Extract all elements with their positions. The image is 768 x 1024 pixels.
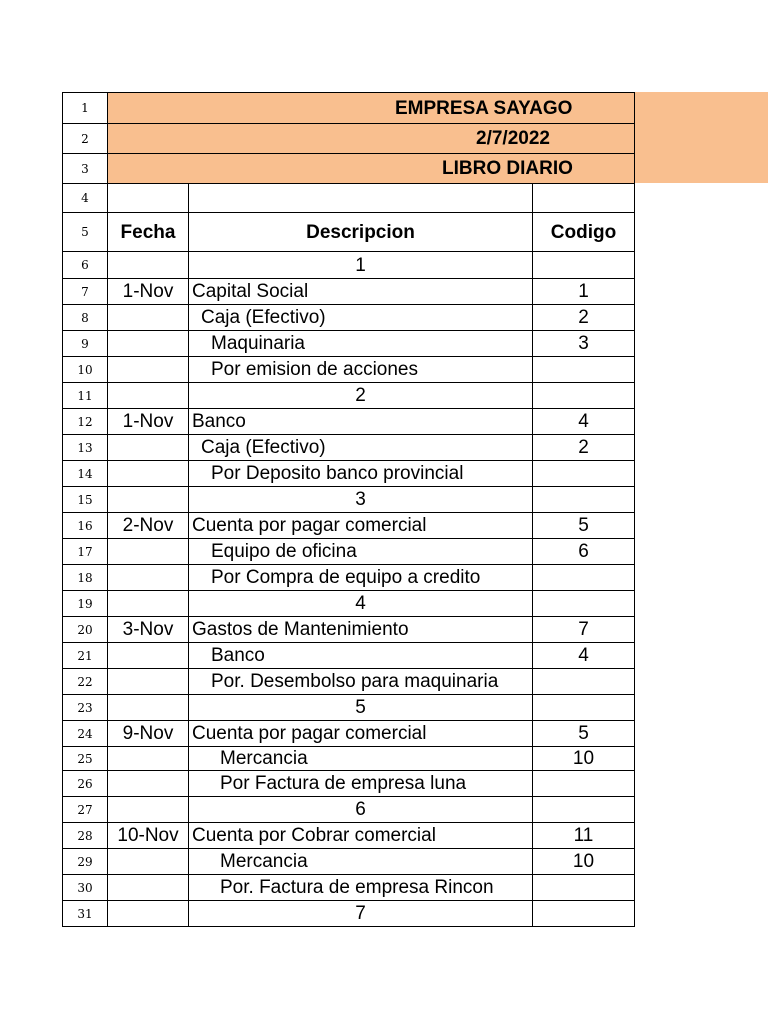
codigo-cell	[533, 901, 635, 927]
row-number: 10	[63, 357, 108, 383]
codigo-cell: 4	[533, 643, 635, 669]
fecha-cell	[108, 875, 189, 901]
descripcion-cell: Equipo de oficina	[189, 539, 533, 565]
entry-number-row	[63, 797, 635, 823]
row-number: 21	[63, 643, 108, 669]
entry-number-cell: 1	[189, 252, 533, 279]
descripcion-cell: Gastos de Mantenimiento	[189, 617, 533, 643]
codigo-cell	[533, 591, 635, 617]
fecha-cell	[108, 461, 189, 487]
fecha-cell	[108, 669, 189, 695]
codigo-cell: 10	[533, 849, 635, 875]
codigo-cell: 10	[533, 747, 635, 771]
codigo-cell: 2	[533, 435, 635, 461]
fecha-cell	[108, 487, 189, 513]
row-number: 23	[63, 695, 108, 721]
journal-row	[63, 747, 635, 771]
row-number: 20	[63, 617, 108, 643]
codigo-cell	[533, 357, 635, 383]
row-number: 14	[63, 461, 108, 487]
entry-number-row	[63, 901, 635, 927]
journal-row	[63, 643, 635, 669]
fecha-cell	[108, 305, 189, 331]
book-title: LIBRO DIARIO	[442, 158, 573, 179]
row-number: 5	[63, 213, 108, 252]
fecha-cell	[108, 539, 189, 565]
descripcion-cell: Por. Factura de empresa Rincon	[189, 875, 533, 901]
codigo-cell: 5	[533, 513, 635, 539]
fecha-cell: 2-Nov	[108, 513, 189, 539]
codigo-cell: 3	[533, 331, 635, 357]
journal-row	[63, 435, 635, 461]
descripcion-cell: Maquinaria	[189, 331, 533, 357]
journal-row	[63, 539, 635, 565]
codigo-cell	[533, 461, 635, 487]
header-row-book	[63, 154, 635, 184]
header-date: 2/7/2022	[476, 128, 550, 149]
fecha-cell	[108, 565, 189, 591]
descripcion-cell: Cuenta por Cobrar comercial	[189, 823, 533, 849]
descripcion-cell: Por Factura de empresa luna	[189, 771, 533, 797]
column-header-codigo: Codigo	[533, 213, 635, 252]
descripcion-cell: Por emision de acciones	[189, 357, 533, 383]
row-number: 19	[63, 591, 108, 617]
fecha-cell	[108, 357, 189, 383]
entry-number-row	[63, 383, 635, 409]
journal-table	[62, 92, 635, 927]
fecha-cell	[108, 435, 189, 461]
entry-number-cell: 4	[189, 591, 533, 617]
descripcion-cell: Caja (Efectivo)	[189, 435, 533, 461]
descripcion-cell: Banco	[189, 643, 533, 669]
row-number: 17	[63, 539, 108, 565]
row-number: 8	[63, 305, 108, 331]
row-number: 16	[63, 513, 108, 539]
header-fill-overflow	[634, 92, 768, 183]
descripcion-cell: Capital Social	[189, 279, 533, 305]
journal-row	[63, 331, 635, 357]
descripcion-cell: Banco	[189, 409, 533, 435]
journal-row	[63, 721, 635, 747]
fecha-cell	[108, 591, 189, 617]
codigo-cell: 7	[533, 617, 635, 643]
fecha-cell	[108, 849, 189, 875]
entry-number-row	[63, 487, 635, 513]
fecha-cell	[108, 383, 189, 409]
codigo-cell: 4	[533, 409, 635, 435]
descripcion-cell: Cuenta por pagar comercial	[189, 721, 533, 747]
row-number: 9	[63, 331, 108, 357]
descripcion-cell: Caja (Efectivo)	[189, 305, 533, 331]
row-number: 7	[63, 279, 108, 305]
journal-row	[63, 617, 635, 643]
descripcion-cell: Por Deposito banco provincial	[189, 461, 533, 487]
codigo-cell	[533, 487, 635, 513]
entry-number-cell: 6	[189, 797, 533, 823]
codigo-cell	[533, 252, 635, 279]
row-number: 24	[63, 721, 108, 747]
entry-number-cell: 2	[189, 383, 533, 409]
journal-row	[63, 565, 635, 591]
fecha-cell: 1-Nov	[108, 409, 189, 435]
row-number: 6	[63, 252, 108, 279]
fecha-cell	[108, 747, 189, 771]
codigo-cell: 2	[533, 305, 635, 331]
column-header-fecha: Fecha	[108, 213, 189, 252]
fecha-cell	[108, 331, 189, 357]
journal-row	[63, 513, 635, 539]
journal-row	[63, 669, 635, 695]
empty-row	[63, 184, 635, 213]
descripcion-cell: Mercancia	[189, 747, 533, 771]
fecha-cell	[108, 695, 189, 721]
fecha-cell: 10-Nov	[108, 823, 189, 849]
journal-row	[63, 409, 635, 435]
entry-number-row	[63, 591, 635, 617]
row-number: 25	[63, 747, 108, 771]
journal-row	[63, 279, 635, 305]
journal-row	[63, 849, 635, 875]
row-number: 27	[63, 797, 108, 823]
entry-number-cell: 5	[189, 695, 533, 721]
entry-number-row	[63, 695, 635, 721]
fecha-cell	[108, 771, 189, 797]
descripcion-cell: Por. Desembolso para maquinaria	[189, 669, 533, 695]
row-number: 1	[63, 93, 108, 124]
fecha-cell: 3-Nov	[108, 617, 189, 643]
entry-number-cell: 7	[189, 901, 533, 927]
row-number: 3	[63, 154, 108, 184]
row-number: 4	[63, 184, 108, 213]
fecha-cell	[108, 901, 189, 927]
codigo-cell: 11	[533, 823, 635, 849]
codigo-cell	[533, 565, 635, 591]
row-number: 28	[63, 823, 108, 849]
codigo-cell	[533, 695, 635, 721]
fecha-cell	[108, 643, 189, 669]
entry-number-cell: 3	[189, 487, 533, 513]
row-number: 30	[63, 875, 108, 901]
journal-row	[63, 305, 635, 331]
journal-row	[63, 823, 635, 849]
codigo-cell	[533, 875, 635, 901]
header-row-date	[63, 124, 635, 154]
journal-row	[63, 875, 635, 901]
row-number: 31	[63, 901, 108, 927]
row-number: 15	[63, 487, 108, 513]
entry-number-row	[63, 252, 635, 279]
journal-row	[63, 357, 635, 383]
codigo-cell	[533, 771, 635, 797]
header-row-company	[63, 93, 635, 124]
row-number: 12	[63, 409, 108, 435]
column-header-row	[63, 213, 635, 252]
fecha-cell: 9-Nov	[108, 721, 189, 747]
codigo-cell	[533, 669, 635, 695]
row-number: 26	[63, 771, 108, 797]
codigo-cell: 5	[533, 721, 635, 747]
journal-row	[63, 461, 635, 487]
row-number: 11	[63, 383, 108, 409]
descripcion-cell: Por Compra de equipo a credito	[189, 565, 533, 591]
row-number: 13	[63, 435, 108, 461]
codigo-cell	[533, 797, 635, 823]
company-title: EMPRESA SAYAGO	[395, 97, 573, 119]
fecha-cell	[108, 797, 189, 823]
codigo-cell	[533, 383, 635, 409]
descripcion-cell: Mercancia	[189, 849, 533, 875]
descripcion-cell: Cuenta por pagar comercial	[189, 513, 533, 539]
codigo-cell: 6	[533, 539, 635, 565]
column-header-descripcion: Descripcion	[189, 213, 533, 252]
row-number: 2	[63, 124, 108, 154]
fecha-cell	[108, 252, 189, 279]
codigo-cell: 1	[533, 279, 635, 305]
row-number: 29	[63, 849, 108, 875]
journal-row	[63, 771, 635, 797]
row-number: 18	[63, 565, 108, 591]
fecha-cell: 1-Nov	[108, 279, 189, 305]
row-number: 22	[63, 669, 108, 695]
